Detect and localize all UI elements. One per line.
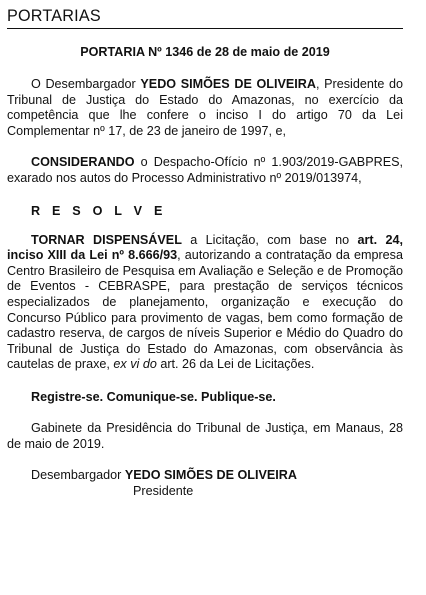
- resolve-heading: R E S O L V E: [31, 203, 167, 218]
- closing-paragraph: Gabinete da Presidência do Tribunal de Justiça, em Manaus, 28 de maio de 2019.: [7, 420, 403, 451]
- intro-name: YEDO SIMÕES DE OLIVEIRA: [140, 77, 316, 91]
- considerando-paragraph: [7, 155, 403, 186]
- decision-latin: ex vi do: [113, 357, 157, 372]
- signature-prefix: Desembargador: [31, 468, 125, 483]
- decision-part2: , autorizando a contratação da empresa Centro Brasileiro de Pesquisa em Avaliação e Seleção e de Promoção de Eventos - CEBRASPE, para prestação de serviços técnicos especializados de planejamento, organização e execução do Concurso Público para provimento de vagas, bem como formação de cadastro reserva, de cargos de níveis Superior e Médio do Quadro do Tribunal de Justiça do Estado do Amazonas, com observância às cautelas de praxe,: [7, 248, 403, 372]
- section-header: [7, 6, 403, 29]
- signature-line: [7, 468, 403, 484]
- decision-keyword: TORNAR DISPENSÁVEL: [31, 232, 182, 247]
- publish-line: Registre-se. Comunique-se. Publique-se.: [31, 389, 276, 404]
- intro-suffix: , Presidente do Tribunal de Justiça do Estado do Amazonas, no exercício da competência que lhe confere o inciso I do artigo 70 da Lei Complementar nº 17, de 23 de janeiro de 1997, e,: [7, 77, 403, 138]
- considerando-text: o Despacho-Ofício nº 1.903/2019-GABPRES, exarado nos autos do Processo Administrativo nº 2019/013974,: [7, 155, 403, 185]
- signature-block: [7, 468, 403, 499]
- signature-role: Presidente: [133, 483, 194, 498]
- signature-name: YEDO SIMÕES DE OLIVEIRA: [124, 468, 297, 483]
- intro-paragraph: [7, 77, 403, 139]
- decision-paragraph: [7, 233, 403, 373]
- decision-part1: a Licitação, com base no: [181, 232, 358, 247]
- considerando-keyword: CONSIDERANDO: [31, 155, 135, 170]
- section-title: PORTARIAS: [7, 7, 101, 25]
- document-page: [7, 0, 403, 499]
- decision-part3: art. 26 da Lei de Licitações.: [156, 357, 315, 372]
- portaria-title: PORTARIA Nº 1346 de 28 de maio de 2019: [80, 45, 330, 59]
- intro-prefix: O Desembargador: [31, 77, 141, 91]
- decision-law: art. 24, inciso XIII da Lei nº 8.666/93: [7, 232, 404, 263]
